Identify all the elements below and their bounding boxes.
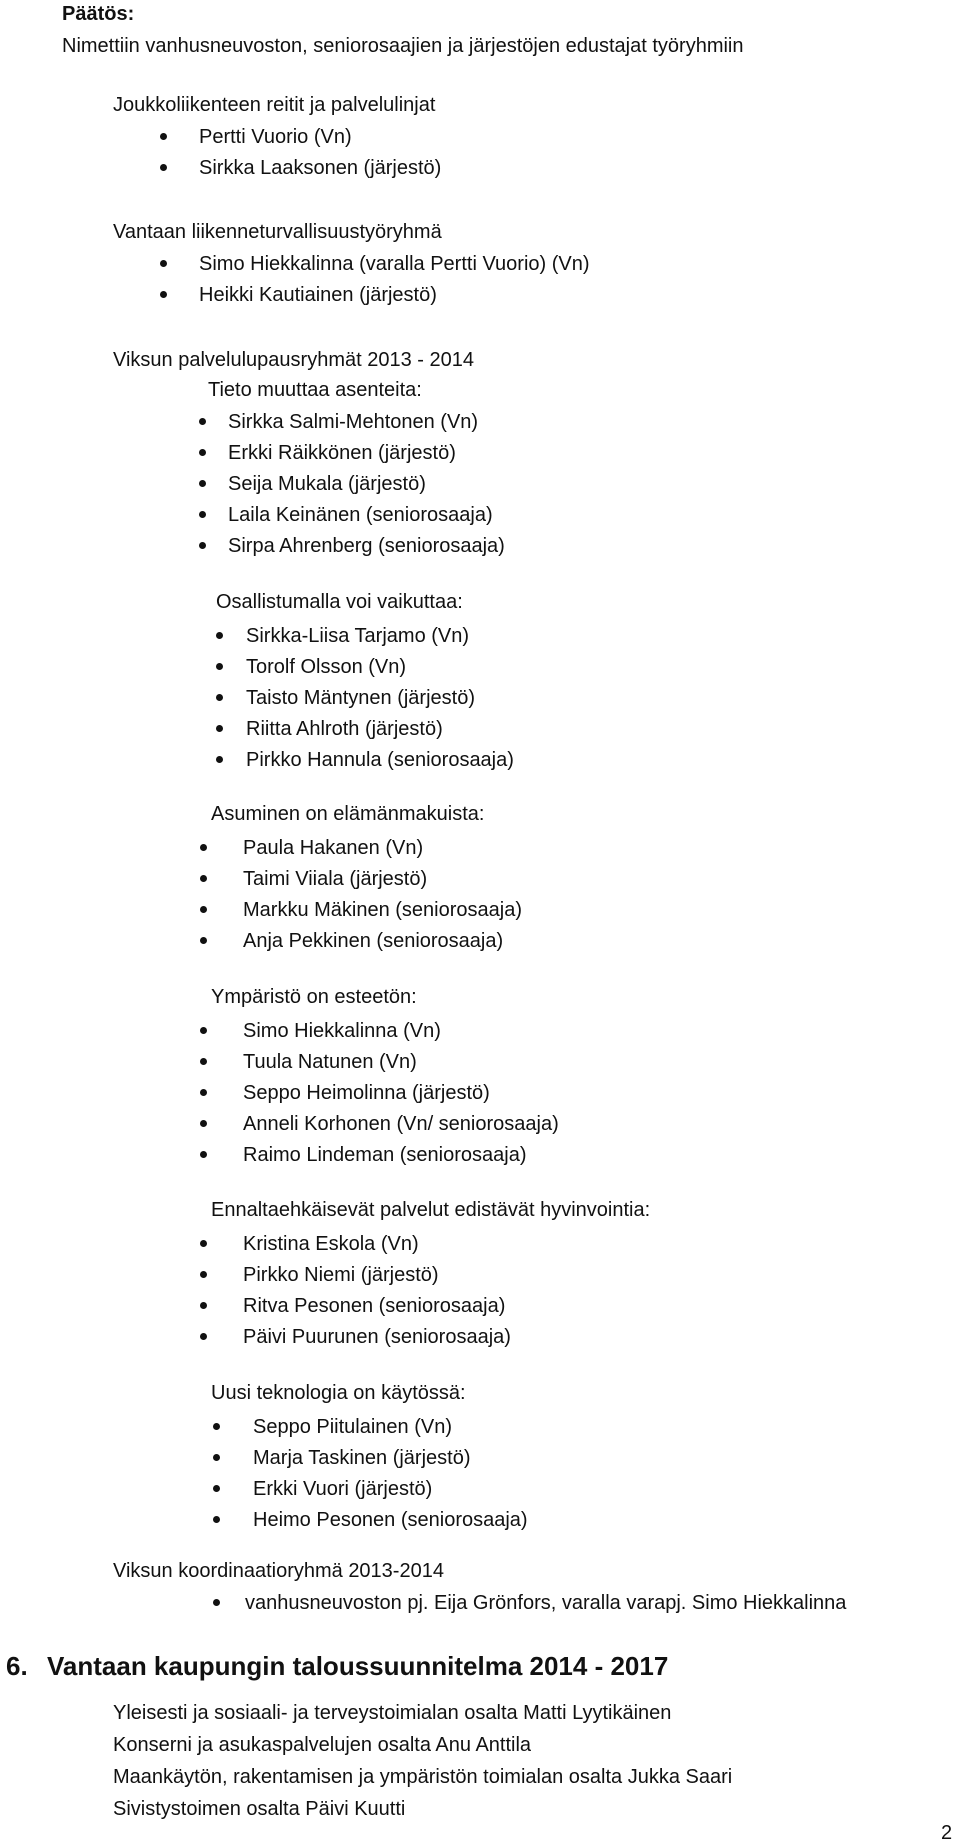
section-number: 6. (6, 1651, 28, 1681)
list-item: Marja Taskinen (järjestö) (253, 1447, 471, 1469)
list-item: Erkki Räikkönen (järjestö) (228, 442, 456, 464)
subgroup-title: Tieto muuttaa asenteita: (208, 379, 422, 401)
section-line: Maankäytön, rakentamisen ja ympäristön toimialan osalta Jukka Saari (113, 1766, 733, 1788)
section-line: Yleisesti ja sosiaali- ja terveystoimialan osalta Matti Lyytikäinen (113, 1702, 672, 1724)
bullet-icon (213, 1599, 220, 1606)
list-item: Taisto Mäntynen (järjestö) (246, 687, 475, 709)
list-item: Markku Mäkinen (seniorosaaja) (243, 899, 523, 921)
subgroup-title: Uusi teknologia on käytössä: (211, 1382, 466, 1404)
list-item: Seppo Piitulainen (Vn) (253, 1416, 453, 1438)
bullet-icon (216, 725, 223, 732)
bullet-icon (216, 663, 223, 670)
list-item: Erkki Vuori (järjestö) (253, 1478, 433, 1500)
list-item: Sirkka-Liisa Tarjamo (Vn) (246, 625, 470, 647)
bullet-icon (160, 260, 167, 267)
list-item: Paula Hakanen (Vn) (243, 837, 424, 859)
list-item: Simo Hiekkalinna (Vn) (243, 1020, 441, 1042)
bullet-icon (199, 511, 206, 518)
bullet-icon (200, 937, 207, 944)
page-number: 2 (941, 1822, 953, 1844)
section-title: Vantaan kaupungin taloussuunnitelma 2014 - 2017 (47, 1651, 669, 1681)
list-item: Sirpa Ahrenberg (seniorosaaja) (228, 535, 505, 557)
list-item: Seija Mukala (järjestö) (228, 473, 426, 495)
list-item: Ritva Pesonen (seniorosaaja) (243, 1295, 506, 1317)
bullet-icon (213, 1485, 220, 1492)
bullet-icon (213, 1454, 220, 1461)
list-item: Taimi Viiala (järjestö) (243, 868, 428, 890)
bullet-icon (200, 1058, 207, 1065)
list-item: Torolf Olsson (Vn) (246, 656, 407, 678)
section-line: Sivistystoimen osalta Päivi Kuutti (113, 1798, 406, 1820)
bullet-icon (160, 291, 167, 298)
bullet-icon (199, 418, 206, 425)
bullet-icon (199, 480, 206, 487)
bullet-icon (200, 844, 207, 851)
list-item: Anneli Korhonen (Vn/ seniorosaaja) (243, 1113, 559, 1135)
subgroup-title: Ympäristö on esteetön: (211, 986, 417, 1008)
group-title: Vantaan liikenneturvallisuustyöryhmä (113, 221, 442, 243)
list-item: Heimo Pesonen (seniorosaaja) (253, 1509, 528, 1531)
subgroup-title: Ennaltaehkäisevät palvelut edistävät hyvinvointia: (211, 1199, 651, 1221)
list-item: Sirkka Laaksonen (järjestö) (199, 157, 442, 179)
bullet-icon (199, 542, 206, 549)
list-item: Sirkka Salmi-Mehtonen (Vn) (228, 411, 479, 433)
list-item: Riitta Ahlroth (järjestö) (246, 718, 443, 740)
bullet-icon (199, 449, 206, 456)
subgroup-title: Osallistumalla voi vaikuttaa: (216, 591, 463, 613)
group-title: Viksun palvelulupausryhmät 2013 - 2014 (113, 349, 474, 371)
decision-label: Päätös: (62, 3, 135, 25)
list-item: Raimo Lindeman (seniorosaaja) (243, 1144, 527, 1166)
bullet-icon (200, 875, 207, 882)
bullet-icon (216, 632, 223, 639)
list-item: Päivi Puurunen (seniorosaaja) (243, 1326, 511, 1348)
bullet-icon (200, 1151, 207, 1158)
group-title: Viksun koordinaatioryhmä 2013-2014 (113, 1560, 444, 1582)
bullet-icon (160, 133, 167, 140)
bullet-icon (216, 756, 223, 763)
group-title: Joukkoliikenteen reitit ja palvelulinjat (113, 94, 436, 116)
list-item: Seppo Heimolinna (järjestö) (243, 1082, 490, 1104)
bullet-icon (200, 1089, 207, 1096)
decision-intro: Nimettiin vanhusneuvoston, seniorosaajien ja järjestöjen edustajat työryhmiin (62, 35, 744, 57)
bullet-icon (213, 1516, 220, 1523)
bullet-icon (200, 1120, 207, 1127)
list-item: Pertti Vuorio (Vn) (199, 126, 352, 148)
list-item: Simo Hiekkalinna (varalla Pertti Vuorio) (Vn) (199, 253, 590, 275)
list-item: Anja Pekkinen (seniorosaaja) (243, 930, 504, 952)
list-item: Pirkko Niemi (järjestö) (243, 1264, 439, 1286)
section-line: Konserni ja asukaspalvelujen osalta Anu Anttila (113, 1734, 532, 1756)
list-item: Laila Keinänen (seniorosaaja) (228, 504, 493, 526)
list-item: vanhusneuvoston pj. Eija Grönfors, varalla varapj. Simo Hiekkalinna (245, 1592, 847, 1614)
bullet-icon (200, 906, 207, 913)
bullet-icon (213, 1423, 220, 1430)
subgroup-title: Asuminen on elämänmakuista: (211, 803, 485, 825)
list-item: Heikki Kautiainen (järjestö) (199, 284, 437, 306)
bullet-icon (200, 1271, 207, 1278)
list-item: Pirkko Hannula (seniorosaaja) (246, 749, 514, 771)
bullet-icon (200, 1240, 207, 1247)
list-item: Tuula Natunen (Vn) (243, 1051, 417, 1073)
bullet-icon (200, 1027, 207, 1034)
bullet-icon (200, 1333, 207, 1340)
bullet-icon (160, 164, 167, 171)
bullet-icon (200, 1302, 207, 1309)
list-item: Kristina Eskola (Vn) (243, 1233, 419, 1255)
bullet-icon (216, 694, 223, 701)
